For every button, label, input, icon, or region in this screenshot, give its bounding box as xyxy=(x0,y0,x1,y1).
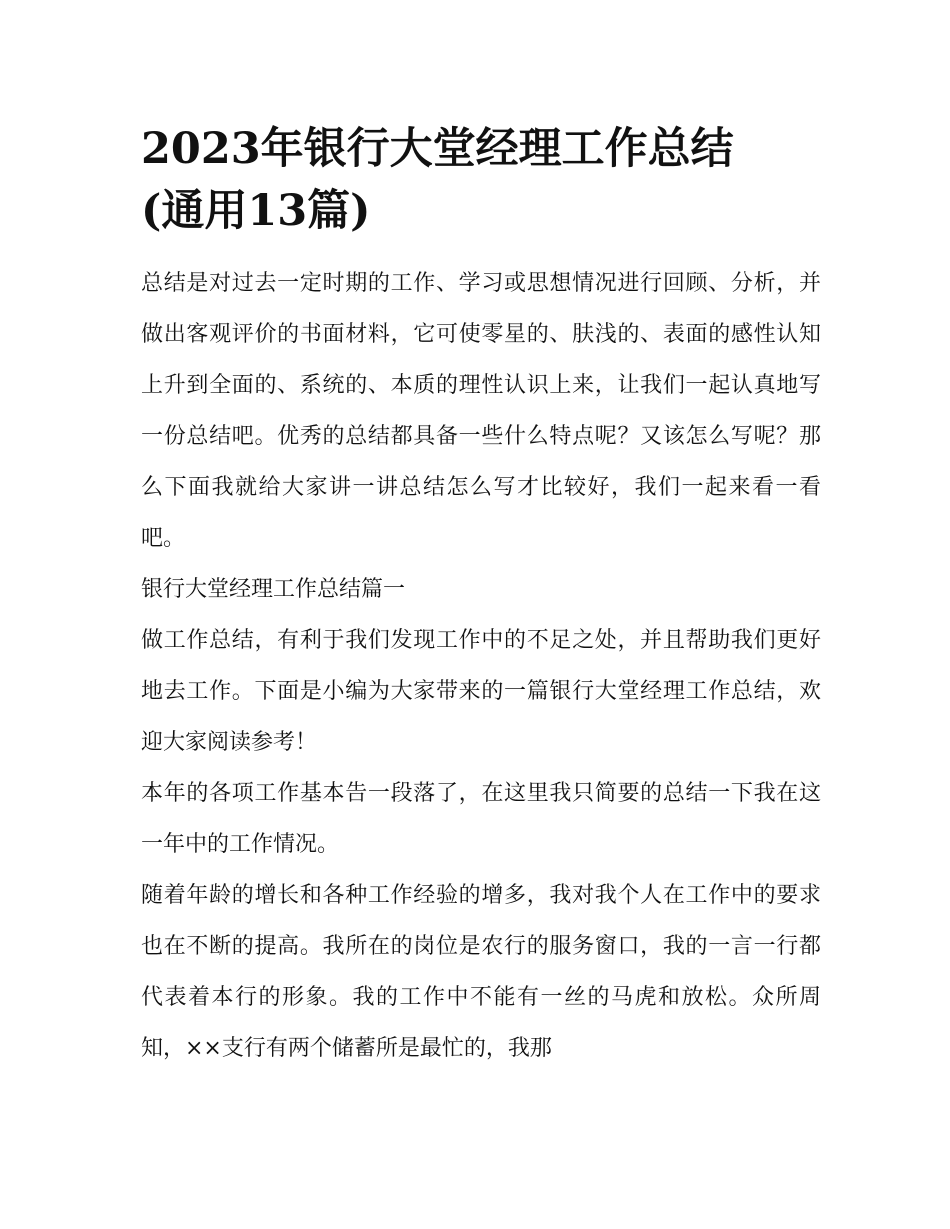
intro-paragraph: 总结是对过去一定时期的工作、学习或思想情况进行回顾、分析，并做出客观评价的书面材料，它可使零星的、肤浅的、表面的感性认知上升到全面的、系统的、本质的理性认识上来，让我们一起认真地写一份总结吧。优秀的总结都具备一些什么特点呢？又该怎么写呢？那么下面我就给大家讲一讲总结怎么写才比较好，我们一起来看一看吧。 xyxy=(141,271,821,551)
document-body xyxy=(141,118,821,1074)
section-heading: 银行大堂经理工作总结篇一 xyxy=(141,577,406,602)
document-title xyxy=(141,118,821,242)
body-paragraph: 随着年龄的增长和各种工作经验的增多，我对我个人在工作中的要求也在不断的提高。我所在的岗位是农行的服务窗口，我的一言一行都代表着本行的形象。我的工作中不能有一丝的马虎和放松。众所周知，××支行有两个储蓄所是最忙的，我那 xyxy=(141,883,821,1061)
title-line-1: 2023年银行大堂经理工作总结 xyxy=(141,124,734,174)
body-paragraph: 本年的各项工作基本告一段落了，在这里我只简要的总结一下我在这一年中的工作情况。 xyxy=(141,781,821,857)
title-line-2: (通用13篇) xyxy=(141,186,371,236)
body-paragraph: 做工作总结，有利于我们发现工作中的不足之处，并且帮助我们更好地去工作。下面是小编为大家带来的一篇银行大堂经理工作总结，欢迎大家阅读参考！ xyxy=(141,628,821,755)
